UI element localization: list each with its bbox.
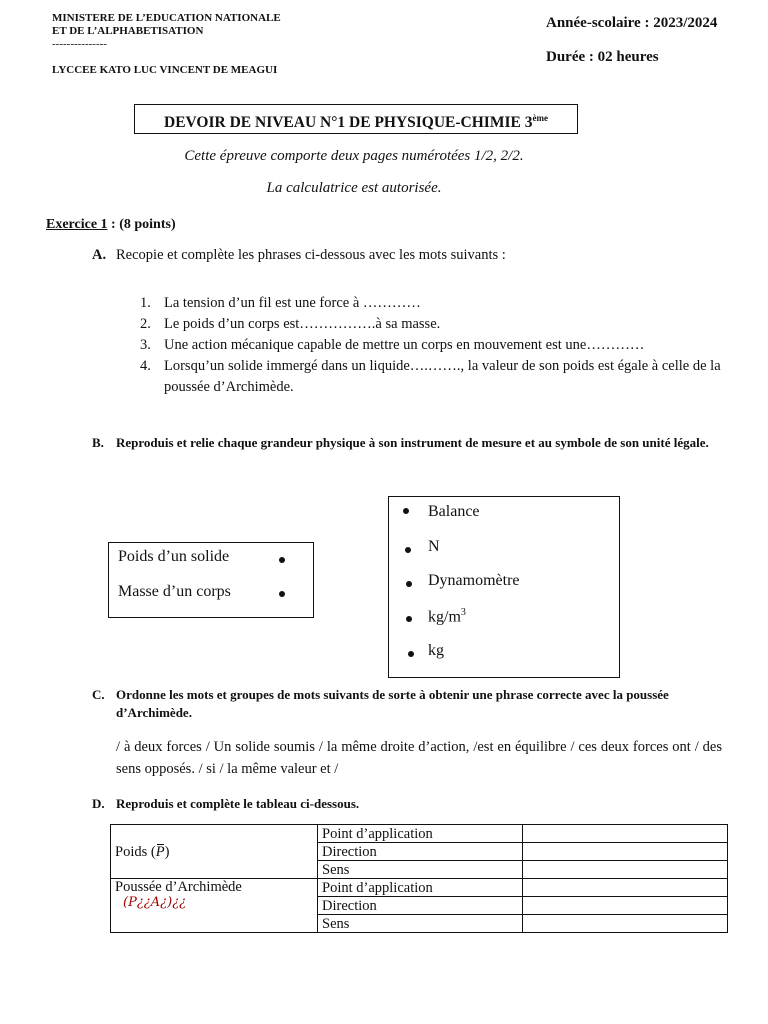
section-c-text: Ordonne les mots et groupes de mots suivants de sorte à obtenir une phrase correcte avec la poussée d’Archimède. (116, 687, 669, 720)
answer-cell (523, 879, 728, 897)
weight-label-cell (111, 825, 318, 879)
section-a-instruction (92, 247, 506, 264)
item-text: Une action mécanique capable de mettre un corps en mouvement est une………… (164, 337, 645, 353)
option-balance: Balance (428, 503, 480, 520)
section-c-letter: C. (92, 687, 105, 702)
item-text: La tension d’un fil est une force à ………… (164, 295, 421, 311)
property-cell: Direction (318, 897, 523, 915)
list-item (140, 356, 730, 398)
archimede-label: Poussée d’Archimède (115, 879, 242, 895)
school-year: Année-scolaire : 2023/2024 (546, 15, 718, 31)
list-item (140, 314, 730, 335)
option-kg-m3-sup: 3 (460, 607, 466, 618)
ministry-line1: MINISTERE DE L’EDUCATION NATIONALE (52, 12, 281, 24)
forces-table (110, 824, 728, 933)
option-dynamometre: Dynamomètre (428, 572, 520, 589)
weight-label-close: ) (164, 843, 170, 860)
bullet-dot (406, 616, 412, 622)
section-d-text: Reproduis et complète le tableau ci-dessous. (116, 796, 360, 811)
exam-duration: Durée : 02 heures (546, 49, 659, 65)
option-kg-m3 (428, 607, 466, 626)
ministry-header (52, 12, 281, 51)
archimede-symbol: (P¿¿A¿)¿¿ (123, 895, 187, 910)
item-number: 4. (140, 358, 151, 374)
section-b-letter: B. (92, 435, 104, 450)
exam-title-box (134, 104, 578, 134)
bullet-dot (279, 557, 285, 563)
archimede-label-cell (111, 879, 318, 933)
exercise1-points: : (8 points) (107, 217, 176, 232)
property-cell: Direction (318, 843, 523, 861)
list-item (140, 335, 730, 356)
property-cell: Point d’application (318, 879, 523, 897)
weight-vector-symbol: P (155, 843, 165, 860)
school-name: LYCCEE KATO LUC VINCENT DE MEAGUI (52, 64, 278, 76)
section-c-instruction (92, 686, 724, 722)
answer-cell (523, 825, 728, 843)
bullet-dot (279, 591, 285, 597)
ministry-line2: ET DE L’ALPHABETISATION (52, 25, 204, 37)
section-b-text: Reproduis et relie chaque grandeur physique à son instrument de mesure et au symbole de son unité légale. (116, 435, 709, 450)
item-number: 1. (140, 295, 151, 311)
section-a-letter: A. (92, 247, 107, 263)
quantities-box (108, 542, 314, 618)
subtitle-calculator: La calculatrice est autorisée. (266, 180, 442, 196)
bullet-dot (405, 547, 411, 553)
option-newton: N (428, 538, 440, 555)
exercise1-label: Exercice 1 (46, 217, 108, 232)
weight-label: Poids ( (115, 843, 156, 860)
section-c-words: / à deux forces / Un solide soumis / la même droite d’action, /est en équilibre / ces deux forces ont / des sens opposés. / si / la même valeur et / (116, 739, 722, 777)
list-item (140, 293, 730, 314)
item-text: Lorsqu’un solide immergé dans un liquide….……., la valeur de son poids est égale à celle de la poussée d’Archimède. (164, 358, 721, 395)
exercise1-heading (46, 217, 176, 233)
section-d-instruction (92, 796, 724, 812)
table-row (111, 825, 728, 843)
header-separator: --------------- (52, 38, 107, 50)
item-number: 2. (140, 316, 151, 332)
property-cell: Sens (318, 861, 523, 879)
instruments-units-box (388, 496, 620, 678)
bullet-dot (406, 581, 412, 587)
table-row (111, 879, 728, 897)
section-a-text: Recopie et complète les phrases ci-dessous avec les mots suivants : (116, 247, 506, 263)
item-number: 3. (140, 337, 151, 353)
subtitle-pages: Cette épreuve comporte deux pages numérotées 1/2, 2/2. (184, 148, 524, 164)
bullet-dot (408, 651, 414, 657)
exam-title-sup: ème (532, 113, 548, 123)
bullet-dot (403, 508, 409, 514)
answer-cell (523, 897, 728, 915)
quantity-mass: Masse d’un corps (118, 583, 231, 600)
exam-title: DEVOIR DE NIVEAU N°1 DE PHYSIQUE-CHIMIE 3 (164, 114, 533, 132)
item-text: Le poids d’un corps est…………….à sa masse. (164, 316, 441, 332)
property-cell: Sens (318, 915, 523, 933)
quantity-weight: Poids d’un solide (118, 548, 230, 565)
answer-cell (523, 861, 728, 879)
section-a-list (140, 293, 730, 398)
section-d-letter: D. (92, 796, 105, 811)
property-cell: Point d’application (318, 825, 523, 843)
option-kg: kg (428, 642, 444, 659)
answer-cell (523, 915, 728, 933)
option-kg-m3-text: kg/m (428, 608, 461, 626)
section-b-instruction (92, 434, 724, 452)
answer-cell (523, 843, 728, 861)
